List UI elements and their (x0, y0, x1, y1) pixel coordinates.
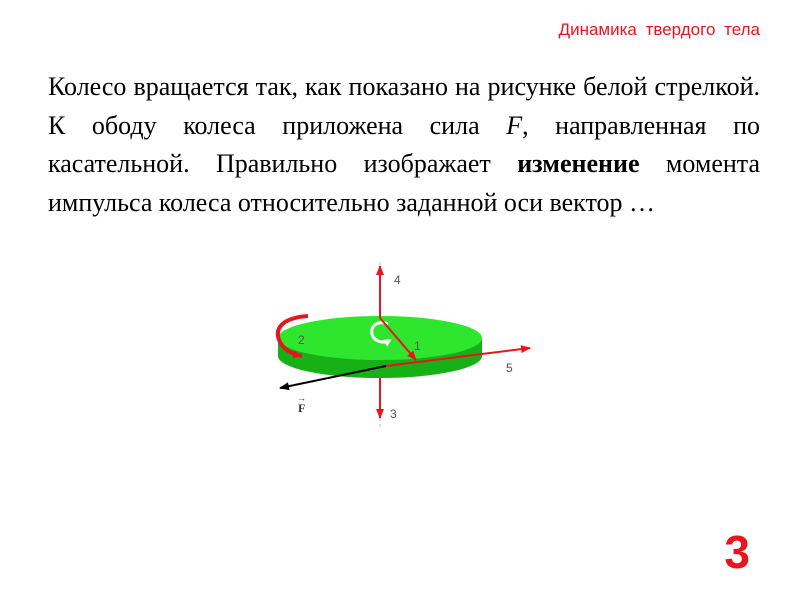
vector-label-2: 2 (298, 333, 305, 347)
force-label: F (298, 401, 306, 415)
vector-label-4: 4 (394, 273, 401, 287)
question-part-1: Колесо вращается так, как показано на рисунке белой стрелкой. К ободу колеса приложена сила (48, 72, 760, 140)
answer-number: 3 (724, 526, 750, 578)
question-part-2: , направленная по касательной. Правильно изображает (48, 110, 760, 178)
vector-label-5: 5 (506, 361, 513, 375)
question-text (48, 68, 760, 222)
question-part-3: момента импульса колеса относительно заданной оси вектор … (48, 149, 760, 217)
force-symbol: F (506, 110, 523, 140)
wheel-figure (266, 258, 546, 430)
vector-label-1: 1 (414, 339, 421, 353)
question-emphasis: изменение (517, 149, 640, 178)
vector-label-3: 3 (390, 407, 397, 421)
force-arrow-symbol: → (297, 393, 306, 403)
topic-title: Динамика твердого тела (558, 20, 760, 39)
